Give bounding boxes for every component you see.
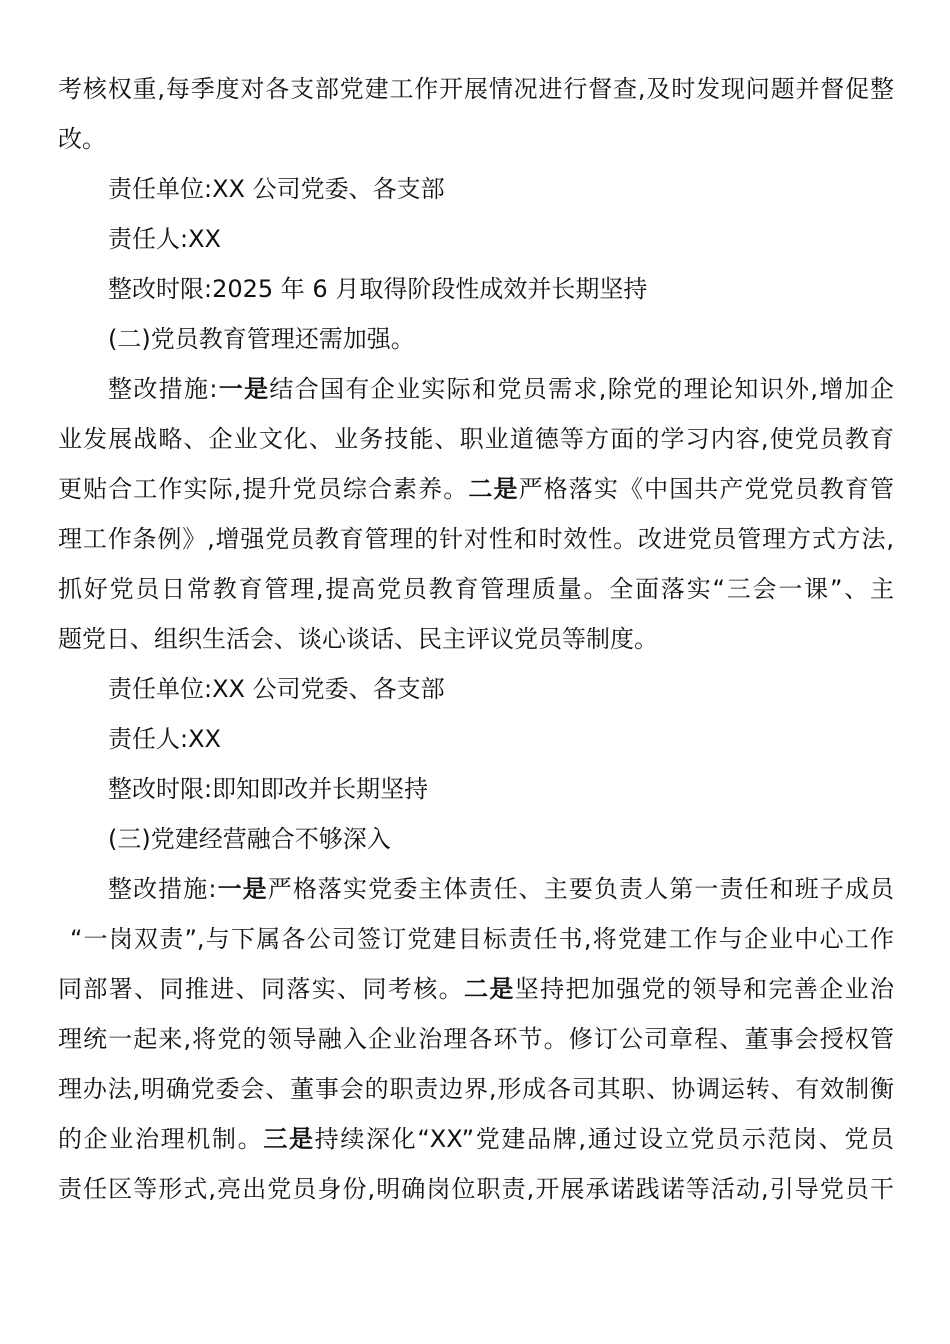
body-text-line: 考核权重,每季度对各支部党建工作开展情况进行督查,及时发现问题并督促整 bbox=[58, 75, 894, 103]
body-text: 更贴合工作实际,提升党员综合素养。 bbox=[58, 475, 469, 503]
measure-label: 整改措施: bbox=[108, 875, 217, 903]
keyword-first: 一是 bbox=[217, 375, 270, 403]
keyword-first: 一是 bbox=[216, 875, 268, 903]
body-text-line bbox=[58, 864, 894, 914]
body-text-line: “一岗双责”,与下属各公司签订党建目标责任书,将党建工作与企业中心工作 bbox=[70, 925, 894, 953]
body-text: 结合国有企业实际和党员需求,除党的理论知识外,增加企 bbox=[269, 375, 894, 403]
responsible-person: 责任人:XX bbox=[108, 225, 221, 253]
body-text-line bbox=[58, 964, 894, 1014]
section-heading: (二)党员教育管理还需加强。 bbox=[108, 325, 415, 353]
body-text-line: 责任区等形式,亮出党员身份,明确岗位职责,开展承诺践诺等活动,引导党员干 bbox=[58, 1175, 894, 1203]
body-text: 坚持把加强党的领导和完善企业治 bbox=[514, 975, 894, 1003]
body-text-line bbox=[58, 364, 894, 414]
measure-label: 整改措施: bbox=[108, 375, 218, 403]
body-text-line bbox=[58, 1114, 894, 1164]
body-text-line: 改。 bbox=[58, 125, 106, 153]
responsible-unit: 责任单位:XX 公司党委、各支部 bbox=[108, 675, 445, 703]
body-text-line: 理工作条例》,增强党员教育管理的针对性和时效性。改进党员管理方式方法, bbox=[58, 525, 894, 553]
document-page bbox=[58, 64, 894, 1214]
keyword-second: 二是 bbox=[464, 975, 515, 1003]
rectification-deadline: 整改时限:即知即改并长期坚持 bbox=[108, 775, 429, 803]
body-text: 的企业治理机制。 bbox=[58, 1125, 264, 1153]
body-text-line: 抓好党员日常教育管理,提高党员教育管理质量。全面落实“三会一课”、主 bbox=[58, 575, 894, 603]
keyword-third: 三是 bbox=[263, 1125, 315, 1153]
body-text: 严格落实党委主体责任、主要负责人第一责任和班子成员 bbox=[267, 875, 894, 903]
body-text: 同部署、同推进、同落实、同考核。 bbox=[58, 975, 464, 1003]
responsible-person: 责任人:XX bbox=[108, 725, 221, 753]
body-text-line: 题党日、组织生活会、谈心谈话、民主评议党员等制度。 bbox=[58, 625, 658, 653]
section-heading: (三)党建经营融合不够深入 bbox=[108, 825, 391, 853]
body-text-line: 理统一起来,将党的领导融入企业治理各环节。修订公司章程、董事会授权管 bbox=[58, 1025, 894, 1053]
body-text: 严格落实《中国共产党党员教育管 bbox=[518, 475, 894, 503]
rectification-deadline: 整改时限:2025 年 6 月取得阶段性成效并长期坚持 bbox=[108, 275, 648, 303]
body-text: 持续深化“XX”党建品牌,通过设立党员示范岗、党员 bbox=[314, 1125, 894, 1153]
keyword-second: 二是 bbox=[468, 475, 519, 503]
body-text-line bbox=[58, 464, 894, 514]
body-text-line: 理办法,明确党委会、董事会的职责边界,形成各司其职、协调运转、有效制衡 bbox=[58, 1075, 894, 1103]
body-text-line: 业发展战略、企业文化、业务技能、职业道德等方面的学习内容,使党员教育 bbox=[58, 425, 894, 453]
responsible-unit: 责任单位:XX 公司党委、各支部 bbox=[108, 175, 445, 203]
